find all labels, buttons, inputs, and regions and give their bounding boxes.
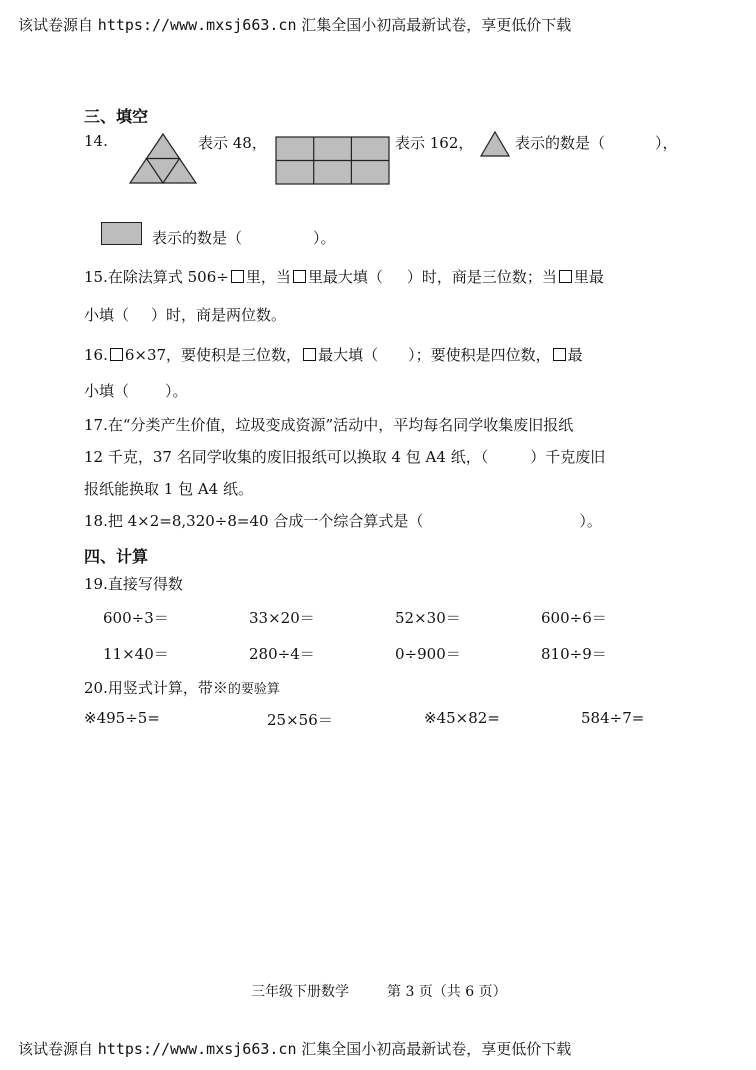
q14-number: 14. [84, 132, 108, 150]
watermark-prefix: 该试卷源自 [18, 1040, 94, 1058]
q14-triangle-question: 表示的数是（ [515, 134, 606, 152]
q15-text-e: 里最 [573, 268, 604, 286]
q15-text-f: 小填（ [84, 306, 130, 324]
watermark-suffix: 汇集全国小初高最新试卷，享更低价下载 [301, 16, 572, 34]
q15-text-d: ）时，商是三位数；当 [406, 268, 557, 286]
vertical-calc-item: ※495÷5= [84, 709, 160, 727]
q15-line2 [84, 304, 286, 325]
q14-rectangle-question: 表示的数是（ [152, 229, 243, 247]
q17-line3: 报纸能换取 1 包 A4 纸。 [84, 480, 253, 498]
watermark-url[interactable]: https://www.mxsj663.cn [97, 16, 297, 34]
q16-line1 [84, 344, 583, 365]
rectangle-grid-figure [275, 136, 391, 186]
q18-line [84, 510, 602, 531]
blank-box-icon [303, 348, 316, 361]
q17-line1: 17.在“分类产生价值，垃圾变成资源”活动中，平均每名同学收集废旧报纸 [84, 416, 574, 434]
calc-item: 810÷9＝ [541, 645, 607, 663]
q19-title: 19.直接写得数 [84, 575, 183, 593]
q15-text-b: 里，当 [245, 268, 291, 286]
q20-title [84, 677, 280, 698]
q16-text-b: 6×37，要使积是三位数， [124, 346, 302, 364]
calc-item: 33×20＝ [249, 609, 315, 627]
q15-text-c: 里最大填（ [307, 268, 383, 286]
q14-text-48: 表示 48， [198, 134, 267, 152]
small-triangle-icon [479, 130, 511, 158]
q18-text-b: ）。 [579, 512, 602, 530]
calc-item: 600÷3＝ [103, 609, 169, 627]
footer-subject: 三年级下册数学 [251, 984, 349, 1000]
q16-text-d: ）；要使积是四位数， [408, 346, 551, 364]
vertical-calc-item: 25×56＝ [267, 711, 333, 729]
section-title-fill-in: 三、填空 [84, 107, 149, 126]
calc-item: 600÷6＝ [541, 609, 607, 627]
q17-line2 [84, 446, 605, 467]
q16-text-e: 最 [567, 346, 583, 364]
q20-title-b: 的要验算 [227, 682, 280, 697]
section-title-calculation: 四、计算 [84, 547, 149, 566]
small-rectangle-icon [101, 222, 142, 245]
calc-item: 52×30＝ [395, 609, 461, 627]
vertical-calc-item: 584÷7= [581, 709, 645, 727]
q14-text-162: 表示 162， [395, 134, 474, 152]
blank-box-icon [231, 270, 244, 283]
q15-line1 [84, 266, 604, 287]
q16-text-f: 小填（ [84, 382, 130, 400]
watermark-top [18, 14, 571, 35]
q15-text-a: 15.在除法算式 506÷ [84, 268, 229, 286]
q16-text-a: 16. [84, 346, 108, 364]
q16-text-g: ）。 [165, 382, 188, 400]
q17-text-b: ）千克废旧 [530, 448, 606, 466]
q16-line2 [84, 380, 188, 401]
vertical-calc-item: ※45×82= [424, 709, 500, 727]
watermark-url[interactable]: https://www.mxsj663.cn [97, 1040, 297, 1058]
blank-box-icon [110, 348, 123, 361]
q14-triangle-answer-close: ）， [655, 134, 678, 152]
calc-item: 280÷4＝ [249, 645, 315, 663]
q17-text-a: 12 千克，37 名同学收集的废旧报纸可以换取 4 包 A4 纸，（ [84, 448, 489, 466]
triangle-figure [128, 132, 198, 186]
watermark-prefix: 该试卷源自 [18, 16, 94, 34]
watermark-bottom [18, 1038, 571, 1059]
blank-box-icon [293, 270, 306, 283]
calc-item: 0÷900＝ [395, 645, 461, 663]
watermark-suffix: 汇集全国小初高最新试卷，享更低价下载 [301, 1040, 572, 1058]
q18-text-a: 18.把 4×2=8,320÷8=40 合成一个综合算式是（ [84, 512, 424, 530]
q16-text-c: 最大填（ [318, 346, 379, 364]
q20-title-a: 20.用竖式计算，带※ [84, 679, 228, 697]
blank-box-icon [559, 270, 572, 283]
q14-rectangle-answer-close: ）。 [313, 229, 336, 247]
calc-item: 11×40＝ [103, 645, 169, 663]
q15-text-g: ）时，商是两位数。 [151, 306, 287, 324]
blank-box-icon [553, 348, 566, 361]
footer-page-number: 第 3 页（共 6 页） [387, 984, 507, 1000]
